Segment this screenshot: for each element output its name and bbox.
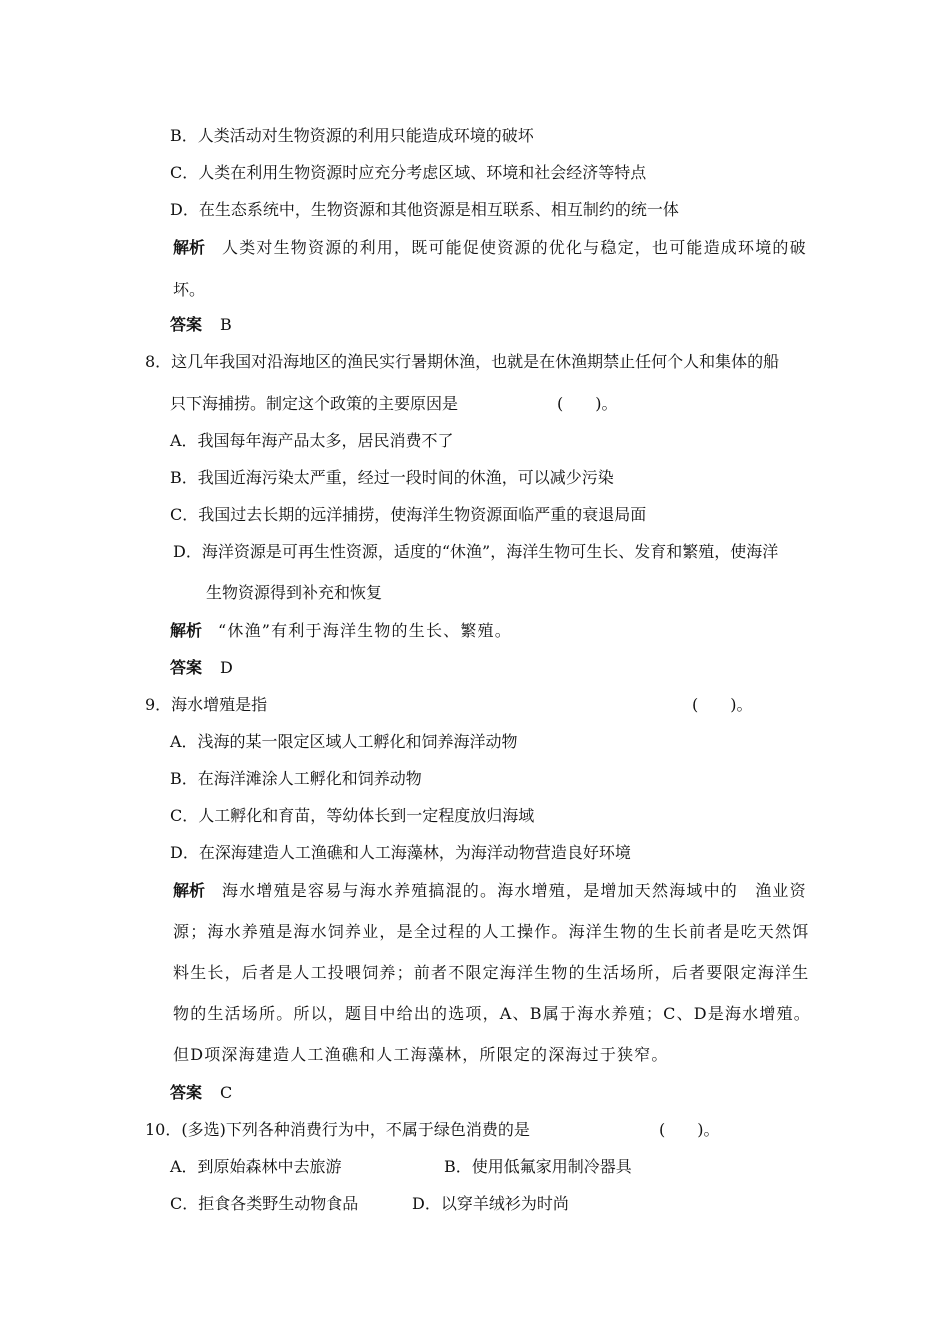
q9-analysis-label: 解析: [173, 881, 206, 900]
q7-analysis-line: 坏。: [173, 280, 206, 299]
q9-analysis-line: 但D项深海建造人工渔礁和人工海藻林，所限定的深海过于狭窄。: [173, 1045, 669, 1064]
q9-analysis-line: 海水增殖是容易与海水养殖搞混的。海水增殖，是增加天然海域中的 渔业资: [222, 881, 807, 900]
q7-option-b: B．人类活动对生物资源的利用只能造成环境的破坏: [170, 126, 534, 145]
q10-option-d: D．以穿羊绒衫为时尚: [412, 1194, 569, 1213]
q10-option-b: B．使用低氟家用制冷器具: [444, 1157, 632, 1176]
q8-answer-label: 答案: [170, 658, 203, 677]
q7-analysis-line: 人类对生物资源的利用，既可能促使资源的优化与稳定，也可能造成环境的破: [222, 238, 807, 257]
q10-option-a: A．到原始森林中去旅游: [170, 1157, 342, 1176]
q8-answer-value: D: [220, 658, 233, 677]
q8-analysis-text: “休渔”有利于海洋生物的生长、繁殖。: [218, 621, 512, 640]
q8-stem-line: 8．这几年我国对沿海地区的渔民实行暑期休渔，也就是在休渔期禁止任何个人和集体的船: [145, 352, 780, 371]
q9-option-d: D．在深海建造人工渔礁和人工海藻林，为海洋动物营造良好环境: [170, 843, 631, 862]
q9-option-b: B．在海洋滩涂人工孵化和饲养动物: [170, 769, 422, 788]
q8-option-d: 生物资源得到补充和恢复: [206, 583, 383, 602]
q7-answer-value: B: [220, 315, 232, 334]
q7-option-d: D．在生态系统中，生物资源和其他资源是相互联系、相互制约的统一体: [170, 200, 679, 219]
q9-answer-blank: ( )。: [692, 695, 753, 714]
q9-analysis-line: 料生长，后者是人工投喂饲养；前者不限定海洋生物的生活场所，后者要限定海洋生: [173, 963, 810, 982]
q9-stem: 9．海水增殖是指: [145, 695, 268, 714]
q10-answer-blank: ( )。: [659, 1120, 720, 1139]
q9-answer-label: 答案: [170, 1083, 203, 1102]
q9-option-c: C．人工孵化和育苗，等幼体长到一定程度放归海域: [170, 806, 535, 825]
q9-answer-value: C: [220, 1083, 233, 1102]
q8-stem-line: 只下海捕捞。制定这个政策的主要原因是: [170, 394, 459, 413]
q9-analysis-line: 物的生活场所。所以，题目中给出的选项，A、B属于海水养殖；C、D是海水增殖。: [173, 1004, 811, 1023]
q8-option-a: A．我国每年海产品太多，居民消费不了: [170, 431, 454, 450]
q7-analysis-label: 解析: [173, 238, 206, 257]
q10-option-c: C．拒食各类野生动物食品: [170, 1194, 359, 1213]
q9-analysis-line: 源；海水养殖是海水饲养业，是全过程的人工操作。海洋生物的生长前者是吃天然饵: [173, 922, 810, 941]
q7-option-c: C．人类在利用生物资源时应充分考虑区域、环境和社会经济等特点: [170, 163, 647, 182]
q9-option-a: A．浅海的某一限定区域人工孵化和饲养海洋动物: [170, 732, 518, 751]
q10-stem: 10．(多选)下列各种消费行为中，不属于绿色消费的是: [145, 1120, 530, 1139]
q7-answer-label: 答案: [170, 315, 203, 334]
q8-option-b: B．我国近海污染太严重，经过一段时间的休渔，可以减少污染: [170, 468, 614, 487]
q8-analysis-label: 解析: [170, 621, 203, 640]
q8-option-c: C．我国过去长期的远洋捕捞，使海洋生物资源面临严重的衰退局面: [170, 505, 647, 524]
q8-option-d: D．海洋资源是可再生性资源，适度的“休渔”，海洋生物可生长、发育和繁殖，使海洋: [173, 542, 779, 561]
q8-answer-blank: ( )。: [557, 394, 618, 413]
